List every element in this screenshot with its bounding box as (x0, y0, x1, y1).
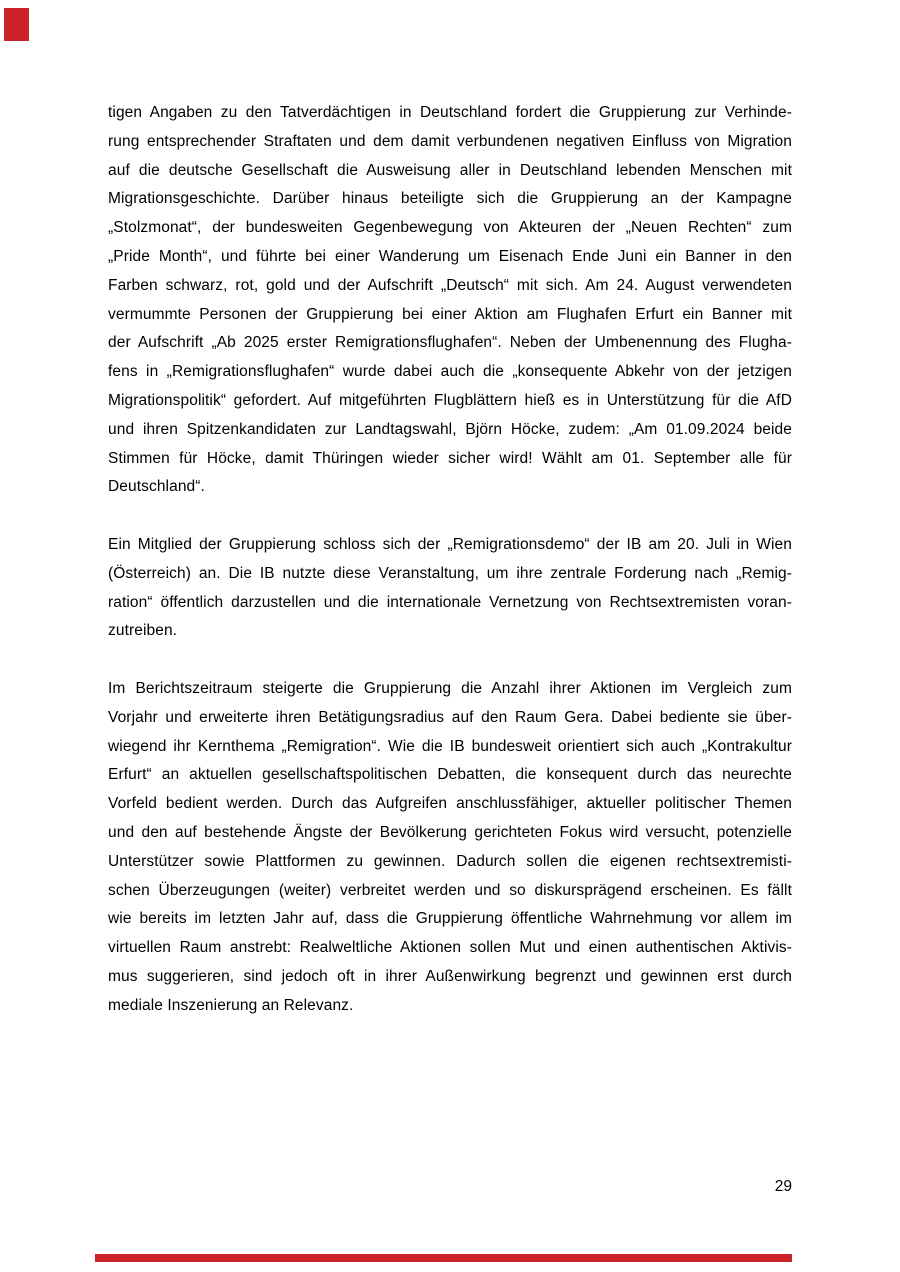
text-line: Vorfeld bedient werden. Durch das Aufgreifen anschlussfähiger, aktueller politischer Themen (108, 795, 792, 813)
text-line: fens in „Remigrationsflughafen“ wurde dabei auch die „konsequente Abkehr von der jetzigen (108, 363, 792, 381)
text-line: rung entsprechender Straftaten und dem damit verbundenen negativen Einfluss von Migration (108, 132, 792, 150)
text-line: Vorjahr und erweiterte ihren Betätigungsradius auf den Raum Gera. Dabei bediente sie über- (108, 708, 792, 726)
text-line: Ein Mitglied der Gruppierung schloss sich der „Remigrationsdemo“ der IB am 20. Juli in Wien (108, 535, 792, 553)
footer-rule (95, 1254, 792, 1262)
text-line: Unterstützer sowie Plattformen zu gewinnen. Dadurch sollen die eigenen rechtsextremisti- (108, 852, 792, 870)
text-line: mediale Inszenierung an Relevanz. (108, 996, 354, 1014)
text-line: und ihren Spitzenkandidaten zur Landtagswahl, Björn Höcke, zudem: „Am 01.09.2024 beide (108, 420, 792, 438)
text-line: der Aufschrift „Ab 2025 erster Remigrationsflughafen“. Neben der Umbenennung des Flugha- (108, 334, 792, 352)
text-line: schen Überzeugungen (weiter) verbreitet werden und so diskursprägend erscheinen. Es fällt (108, 881, 792, 899)
body-text (108, 99, 792, 1021)
text-line: Im Berichtszeitraum steigerte die Gruppierung die Anzahl ihrer Aktionen im Vergleich zum (108, 679, 792, 697)
text-line: auf die deutsche Gesellschaft die Ausweisung aller in Deutschland lebenden Menschen mit (108, 161, 792, 179)
text-line: Erfurt“ an aktuellen gesellschaftspolitischen Debatten, die konsequent durch das neurechte (108, 766, 792, 784)
paragraph-3 (108, 675, 792, 1021)
paragraph-2 (108, 531, 792, 646)
text-line: „Pride Month“, und führte bei einer Wanderung um Eisenach Ende Juni ein Banner in den (108, 247, 792, 265)
text-line: ration“ öffentlich darzustellen und die internationale Vernetzung von Rechtsextremisten voran- (108, 593, 792, 611)
text-line: mus suggerieren, sind jedoch oft in ihrer Außenwirkung begrenzt und gewinnen erst durch (108, 967, 792, 985)
text-line: und den auf bestehende Ängste der Bevölkerung gerichteten Fokus wird versucht, potenzielle (108, 823, 792, 841)
page-number: 29 (774, 1178, 792, 1195)
text-line: zutreiben. (108, 622, 178, 640)
text-line: wiegend ihr Kernthema „Remigration“. Wie die IB bundesweit orientiert sich auch „Kontrakultur (108, 737, 792, 755)
text-line: wie bereits im letzten Jahr auf, dass die Gruppierung öffentliche Wahrnehmung vor allem im (108, 910, 792, 928)
text-line: vermummte Personen der Gruppierung bei einer Aktion am Flughafen Erfurt ein Banner mit (108, 305, 792, 323)
text-line: Deutschland“. (108, 478, 205, 496)
text-line: virtuellen Raum anstrebt: Realweltliche Aktionen sollen Mut und einen authentischen Aktivis- (108, 939, 792, 957)
text-line: Migrationsgeschichte. Darüber hinaus beteiligte sich die Gruppierung an der Kampagne (108, 190, 792, 208)
text-line: (Österreich) an. Die IB nutzte diese Veranstaltung, um ihre zentrale Forderung nach „Remig- (108, 564, 792, 582)
text-line: Migrationspolitik“ gefordert. Auf mitgeführten Flugblättern hieß es in Unterstützung für die AfD (108, 391, 792, 409)
text-line: Stimmen für Höcke, damit Thüringen wieder sicher wird! Wählt am 01. September alle für (108, 449, 792, 467)
corner-mark (4, 8, 29, 41)
paragraph-1 (108, 99, 792, 502)
text-line: Farben schwarz, rot, gold und der Aufschrift „Deutsch“ mit sich. Am 24. August verwendeten (108, 276, 792, 294)
text-line: „Stolzmonat“, der bundesweiten Gegenbewegung von Akteuren der „Neuen Rechten“ zum (108, 219, 792, 237)
text-line: tigen Angaben zu den Tatverdächtigen in Deutschland fordert die Gruppierung zur Verhinde- (108, 104, 792, 121)
